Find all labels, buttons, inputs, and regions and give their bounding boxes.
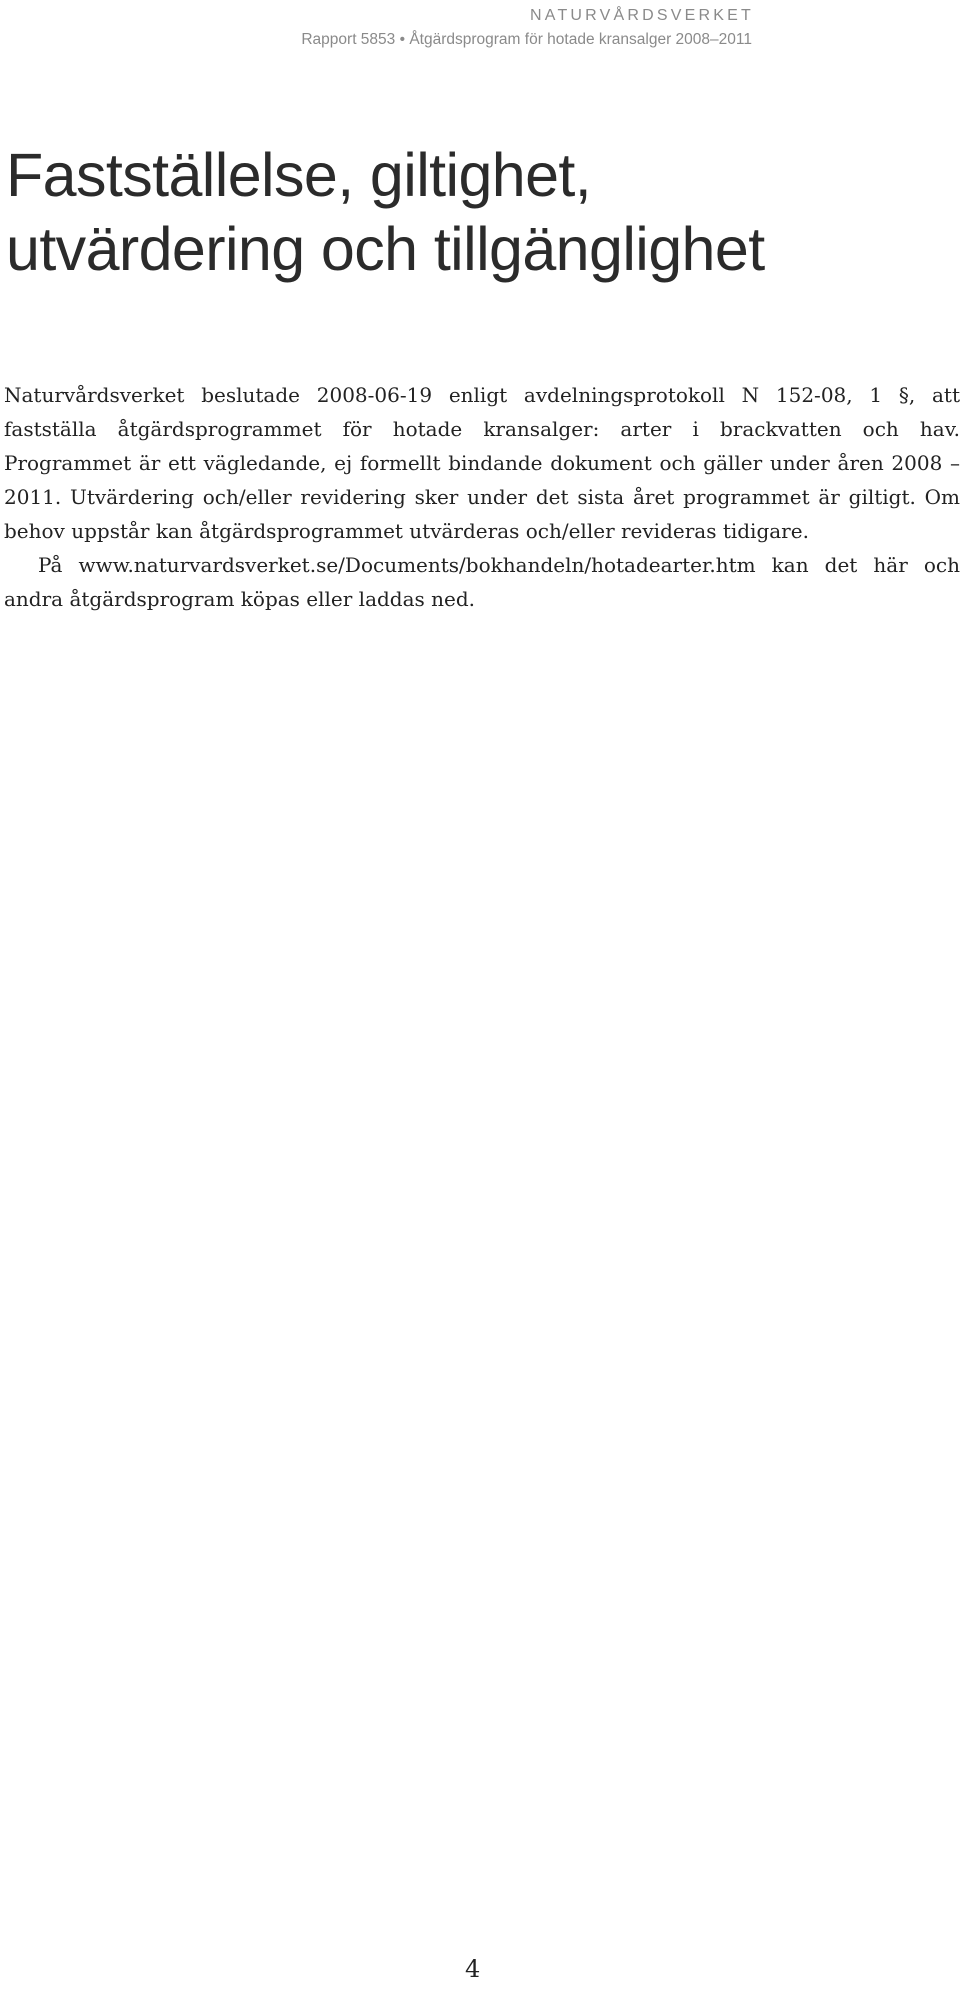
- page-title-line-2: utvärdering och tillgänglighet: [6, 215, 765, 283]
- page-title-line-1: Fastställelse, giltighet,: [6, 141, 592, 209]
- body-text: [4, 378, 960, 616]
- header-organization: NATURVÅRDSVERKET: [530, 7, 754, 24]
- page-title: [6, 138, 765, 286]
- paragraph-decision: Naturvårdsverket beslutade 2008-06-19 enligt avdelningsprotokoll N 152-08, 1 §, att fastställa åtgärdsprogrammet för hotade kransalger: arter i brackvatten och hav. Programmet är ett vägledande, ej formellt bindande dokument och gäller under åren 2008 – 2011. Utvärdering och/eller revidering sker under det sista året programmet är giltigt. Om behov uppstår kan åtgärdsprogrammet utvärderas och/eller revideras tidigare.: [4, 383, 960, 543]
- running-header: [301, 6, 752, 51]
- page-number: 4: [465, 1955, 481, 1983]
- header-report-title: Rapport 5853 • Åtgärdsprogram för hotade kransalger 2008–2011: [301, 31, 752, 48]
- paragraph-availability: På www.naturvardsverket.se/Documents/bokhandeln/hotadearter.htm kan det här och andra åtgärdsprogram köpas eller laddas ned.: [4, 553, 960, 611]
